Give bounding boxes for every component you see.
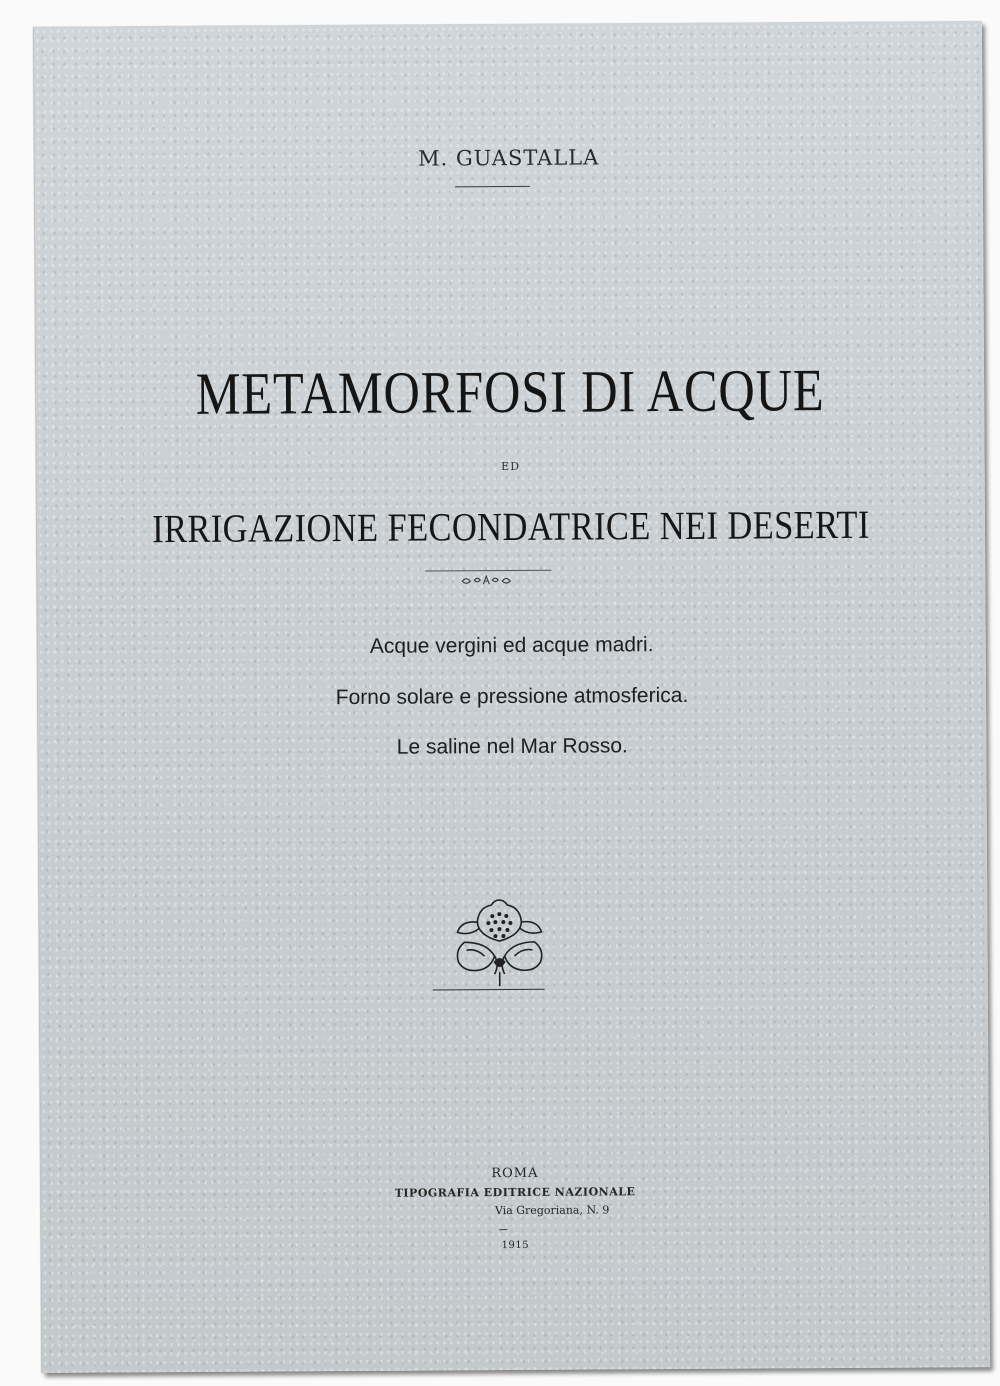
- pamphlet-cover: [34, 21, 990, 1373]
- emblem-divider: [433, 989, 545, 991]
- title-conjunction: ED: [501, 459, 521, 474]
- imprint-year: 1915: [501, 1239, 530, 1252]
- imprint-printer: TIPOGRAFIA EDITRICE NAZIONALE: [394, 1185, 636, 1200]
- author-divider: [455, 186, 530, 187]
- main-title: METAMORFOSI DI ACQUE: [195, 357, 825, 427]
- subtitle: IRRIGAZIONE FECONDATRICE NEI DESERTI: [152, 501, 870, 552]
- imprint-address: Via Gregoriana, N. 9: [494, 1203, 610, 1218]
- small-fleuron-icon: [456, 572, 516, 588]
- imprint-divider: [499, 1229, 507, 1230]
- topic-line: Forno solare e pressione atmosferica.: [335, 683, 689, 710]
- topic-line: Le saline nel Mar Rosso.: [396, 734, 628, 759]
- imprint-city: ROMA: [491, 1165, 539, 1182]
- pomegranate-emblem-icon: [444, 892, 555, 991]
- topic-line: Acque vergini ed acque madri.: [369, 633, 654, 658]
- author-name: M. GUASTALLA: [417, 145, 600, 171]
